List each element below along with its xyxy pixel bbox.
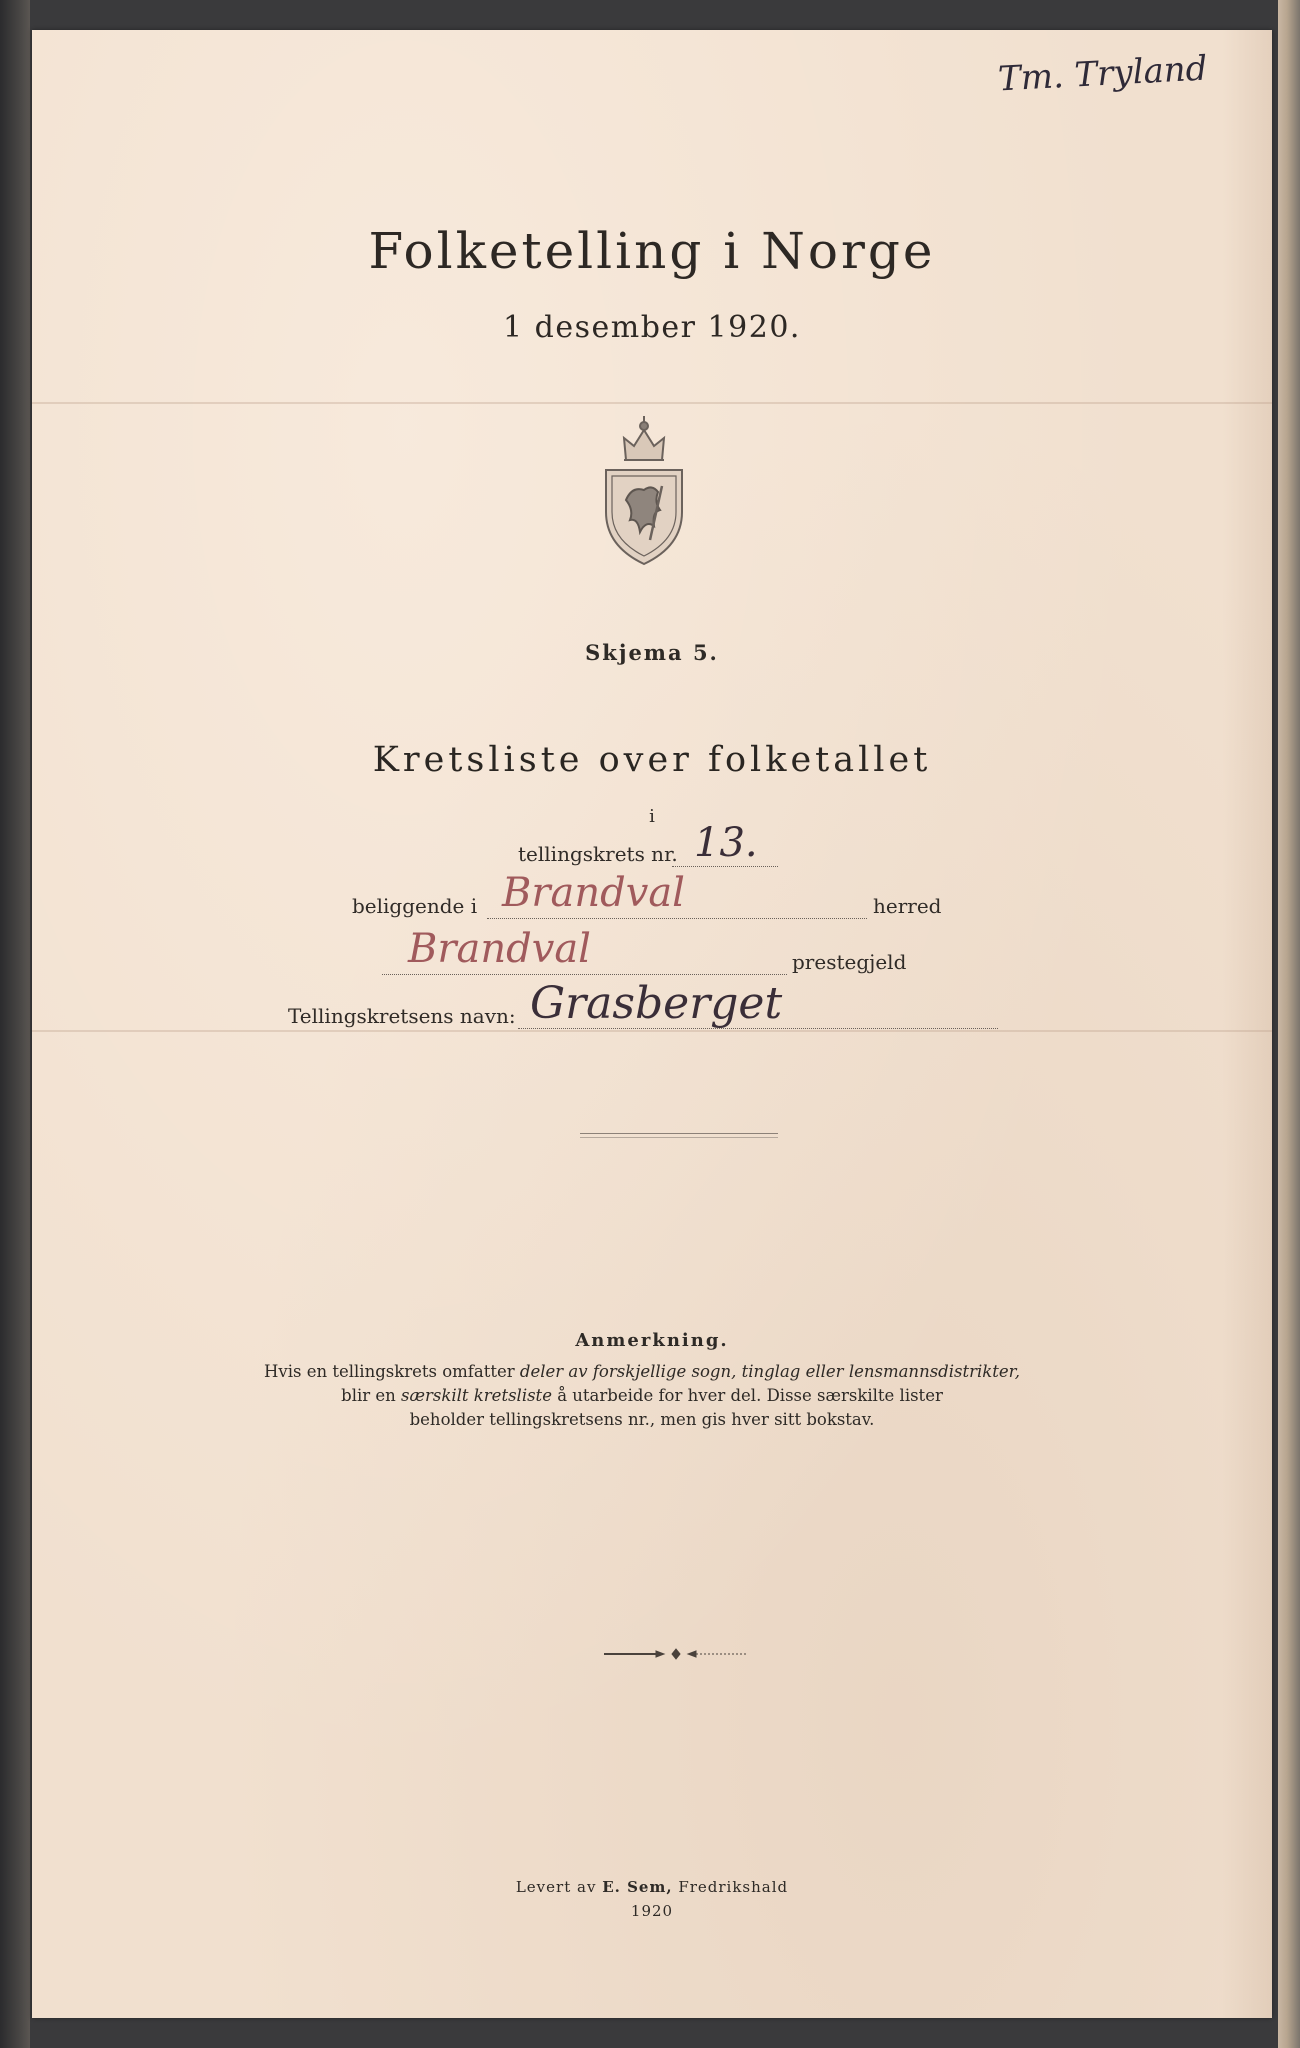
located-line xyxy=(487,918,867,919)
section-divider xyxy=(580,1133,778,1134)
remark-heading: Anmerkning. xyxy=(575,1330,729,1351)
scan-left-edge xyxy=(0,0,30,2048)
scan-right-edge xyxy=(1278,0,1300,2048)
census-date: 1 desember 1920. xyxy=(503,310,801,345)
district-number-label: tellingskrets nr. xyxy=(518,842,678,866)
district-name-value: Grasberget xyxy=(530,978,783,1029)
parish-label: prestegjeld xyxy=(792,950,907,974)
remark-line-1: Hvis en tellingskrets omfatter deler av forskjellige sogn, tinglag eller lensmannsdistrikter, xyxy=(264,1362,1020,1381)
district-name-label: Tellingskretsens navn: xyxy=(288,1004,516,1028)
norwegian-coat-of-arms-icon xyxy=(596,408,692,568)
paper-fold xyxy=(32,402,1272,404)
located-value: Brandval xyxy=(502,870,685,916)
remark-line-3: beholder tellingskretsens nr., men gis hver sitt bokstav. xyxy=(409,1410,875,1429)
corner-handwritten-note: Tm. Tryland xyxy=(997,48,1209,100)
section-divider xyxy=(580,1137,778,1138)
herred-label: herred xyxy=(873,894,942,918)
printer-year: 1920 xyxy=(630,1902,674,1920)
schema-label: Skjema 5. xyxy=(585,640,719,665)
printer-imprint: Levert av E. Sem, Fredrikshald xyxy=(515,1878,789,1896)
list-subtitle-i: i xyxy=(649,806,655,827)
district-number-value: 13. xyxy=(694,820,758,866)
paper-fold xyxy=(32,1030,1272,1032)
district-number-line xyxy=(672,866,778,867)
list-title: Kretsliste over folketallet xyxy=(372,740,932,780)
located-label: beliggende i xyxy=(352,894,478,918)
page-title: Folketelling i Norge xyxy=(368,222,936,280)
parish-line xyxy=(382,974,787,975)
document-page xyxy=(32,30,1272,2018)
remark-line-2: blir en særskilt kretsliste å utarbeide for hver del. Disse særskilte lister xyxy=(341,1386,943,1405)
ornament-divider-icon xyxy=(604,1648,748,1660)
parish-value: Brandval xyxy=(408,926,591,972)
